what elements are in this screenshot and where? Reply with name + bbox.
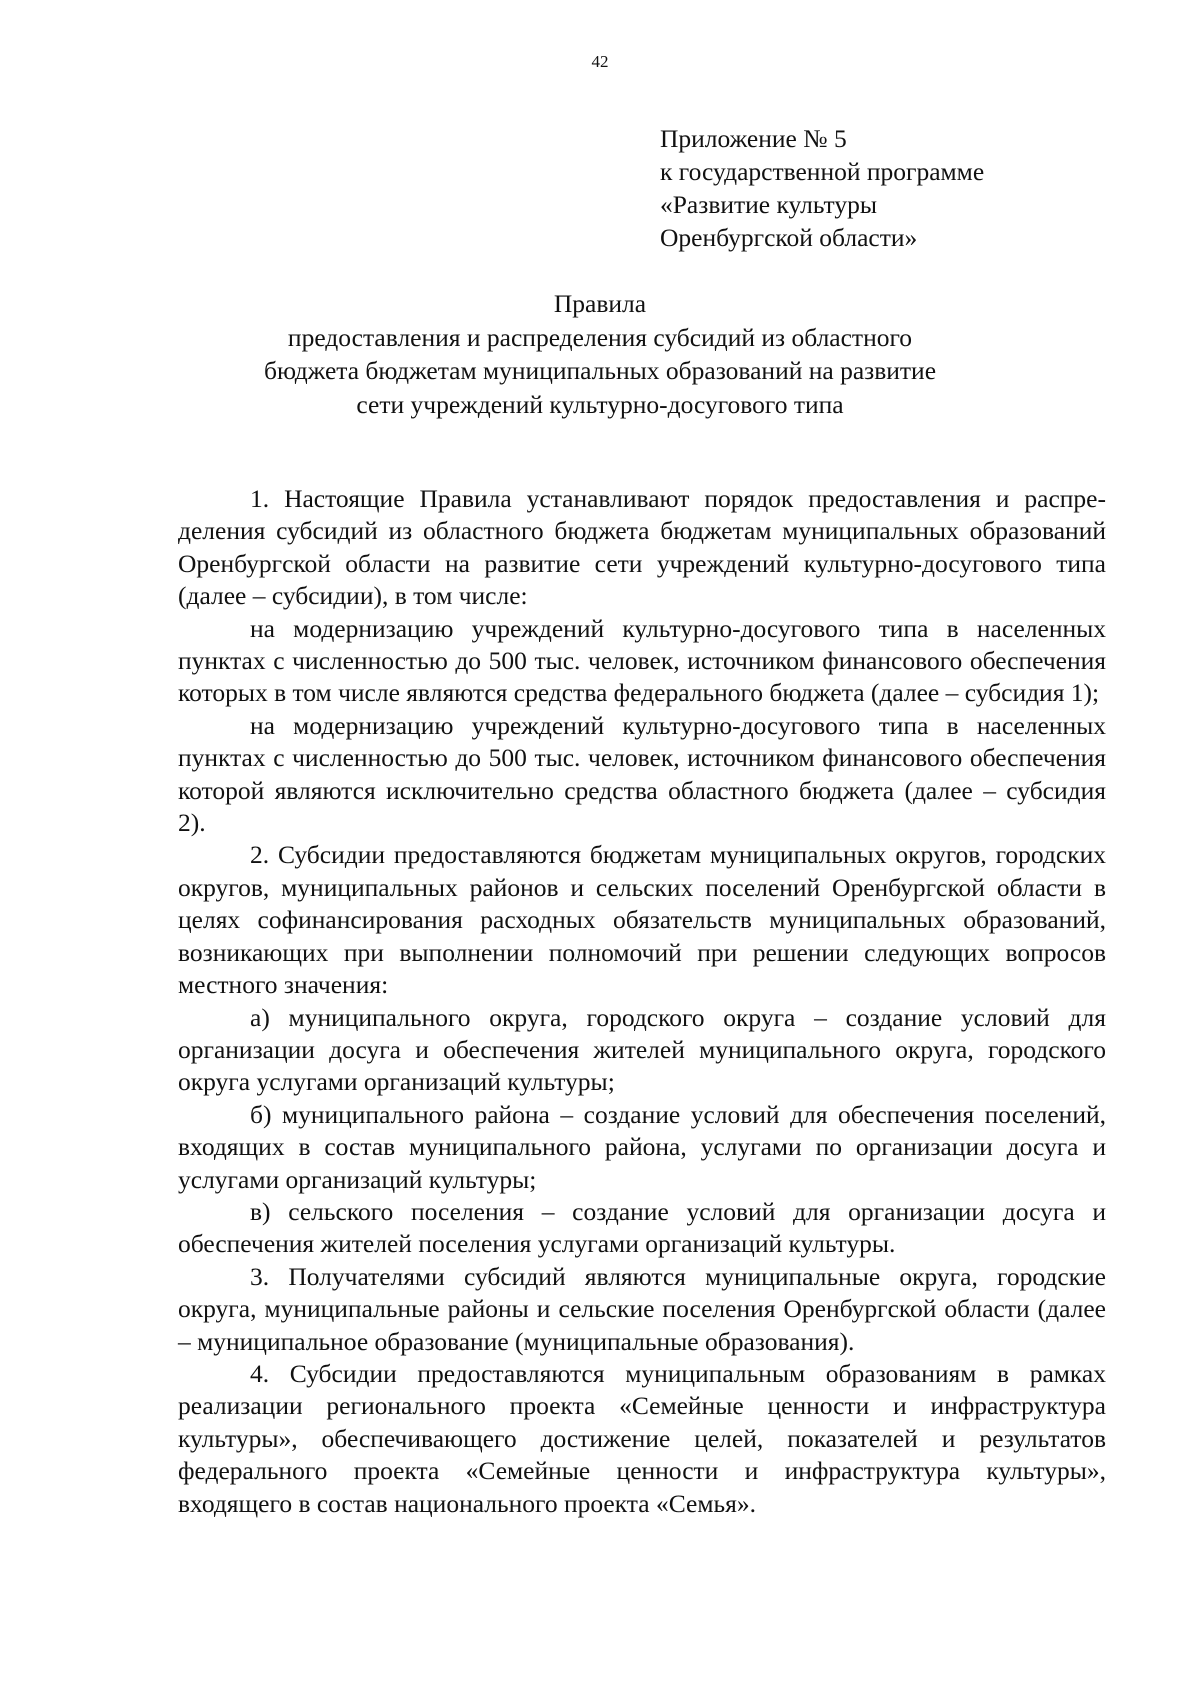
paragraph-2: 2. Субсидии предоставляются бюджетам муниципальных округов, городских округов, муниципальных районов и сельских поселений Оренбургской области в целях софинансирования расходных обязательств муниципальных образований, возникающих при выполнении полномочий при решении следующих вопросов местного значения: [178,840,1106,1000]
appendix-line: к государственной программе [660,157,985,186]
page-number: 42 [591,52,609,71]
paragraph-2v: в) сельского поселения – создание условий для организации досуга и обеспечения жителей поселения услугами организаций культуры. [178,1196,1106,1259]
paragraph-3: 3. Получателями субсидий являются муниципальные округа, городские округа, муниципальные районы и сельские поселения Оренбургской области (далее – муниципальное образование (муниципальные образования). [178,1261,1106,1356]
document-title [0,287,1200,421]
appendix-line: «Развитие культуры [660,190,877,219]
paragraph-subsidy-1: на модернизацию учреждений культурно-досугового типа в населенных пунктах с численностью до 500 тыс. человек, источником финансового обеспечения которых в том числе являются средства федерального бюджета (далее – субсидия 1); [178,613,1106,708]
document-body [178,483,1106,1520]
paragraph-1: 1. Настоящие Правила устанавливают порядок предоставления и распределения субсидий из областного бюджета бюджетам муниципальных образований Оренбургской области на развитие сети учреждений культурно-досугового типа (далее – субсидии), в том числе: [178,484,1106,611]
title-line: сети учреждений культурно-досугового типа [356,389,844,419]
paragraph-2b: б) муниципального района – создание условий для обеспечения поселений, входящих в состав муниципального района, услугами по организации досуга и услугами организаций культуры; [178,1099,1106,1194]
appendix-line: Приложение № 5 [660,124,847,153]
paragraph-subsidy-2: на модернизацию учреждений культурно-досугового типа в населенных пунктах с численностью до 500 тыс. человек, источником финансового обеспечения которой являются исключительно средства областного бюджета (далее – субсидия 2). [178,710,1106,838]
title-line: бюджета бюджетам муниципальных образований на развитие [263,356,937,385]
appendix-reference [660,122,1140,254]
title-line: предоставления и распределения субсидий из областного [287,322,913,352]
title-heading: Правила [553,289,647,318]
paragraph-2a: а) муниципального округа, городского округа – создание условий для организации досуга и обеспечения жителей муниципального округа, городского округа услугами организаций культуры; [178,1002,1106,1097]
paragraph-4: 4. Субсидии предоставляются муниципальным образованиям в рамках реализации регионального проекта «Семейные ценности и инфраструктура культуры», обеспечивающего достижение целей, показателей и результатов федерального проекта «Семейные ценности и инфраструктура культуры», входящего в состав национального проекта «Семья». [178,1358,1106,1518]
appendix-line: Оренбургской области» [660,223,918,252]
